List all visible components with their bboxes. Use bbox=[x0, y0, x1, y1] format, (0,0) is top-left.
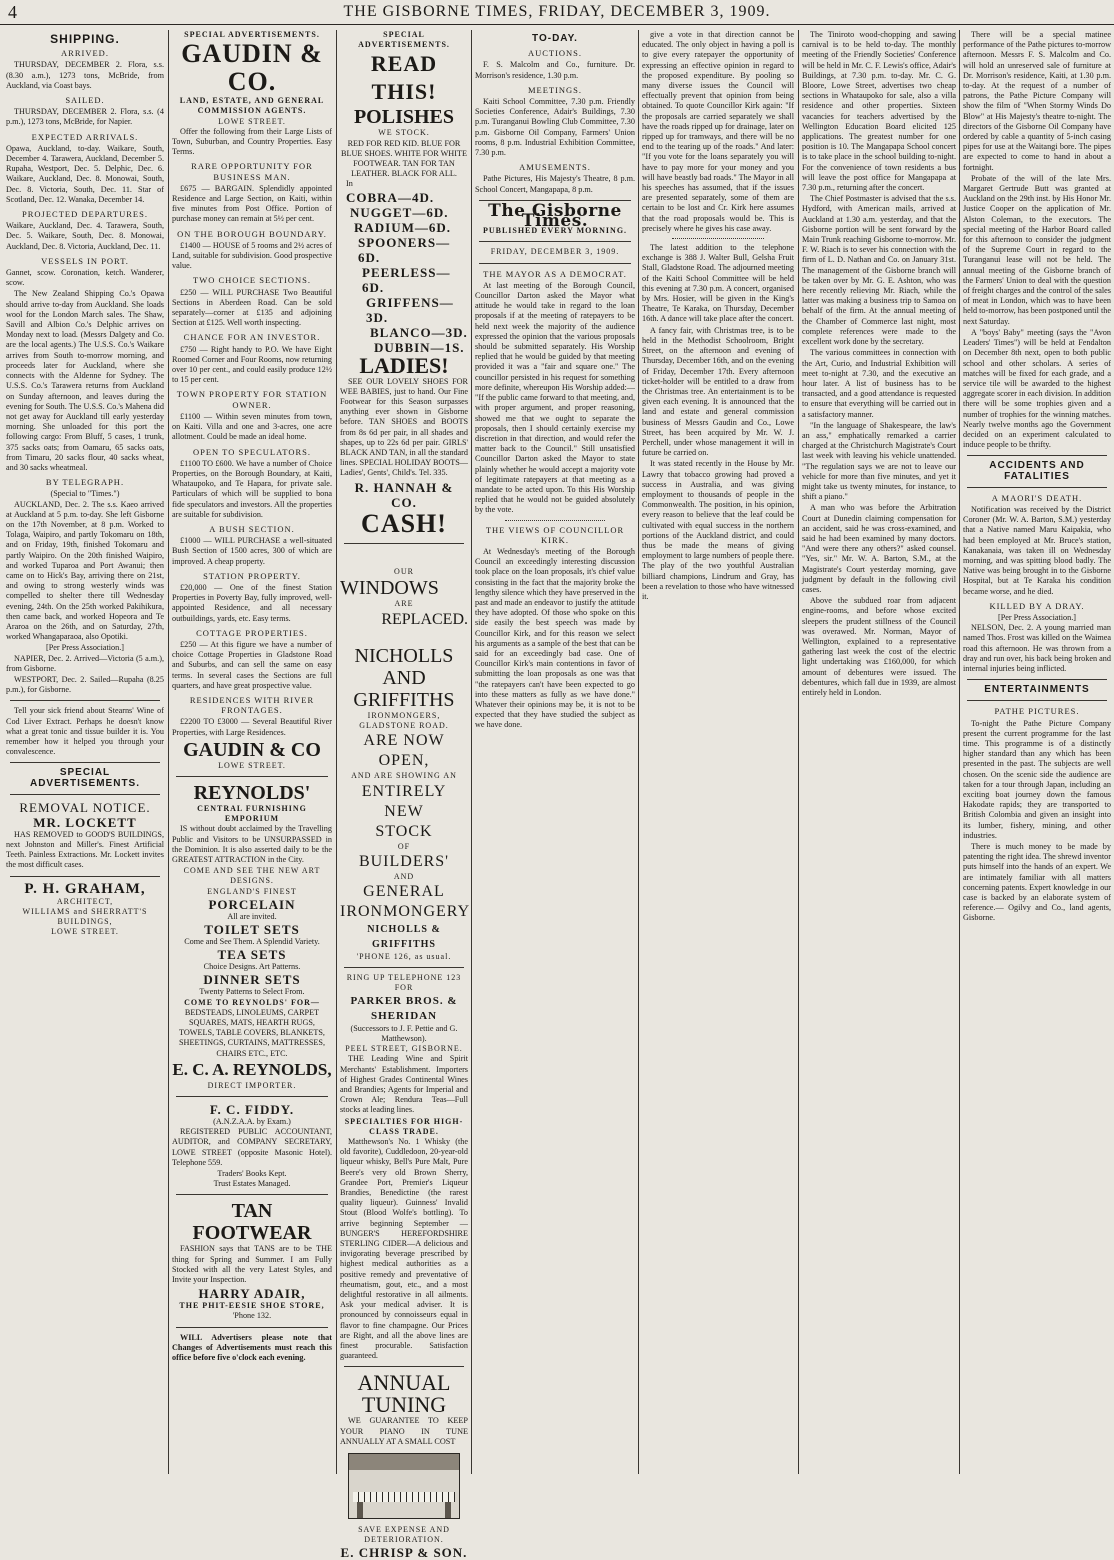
we-stock: WE STOCK. bbox=[378, 128, 430, 138]
views-text: At Wednesday's meeting of the Borough Council an exceedingly interesting discussion took place on the loan proposals, it's chief value consisting in the fact that the majority broke the lengthy silence which they have preserved in the past and made an endeavor to justify the attitude they have adopted. Of those who spoke on this side easily the best speech was made by Councillor Kirk, and for this reason we select his arguments as a sample of the best that can be said for an exceedingly bad case. One of Councillor Kirk's main contentions in favor of submitting the loan proposals as one was that "the ratepayers can't have been expected to go into these matters as fully as we have done." Whatever their opinions may be, it is not to be expected that they have studied the subject as we have done. bbox=[475, 546, 635, 730]
divider bbox=[344, 543, 464, 544]
amusements-heading: AMUSEMENTS. bbox=[519, 162, 591, 173]
press-association: [Per Press Association.] bbox=[45, 643, 124, 653]
gaudin-footer-street: LOWE STREET. bbox=[218, 760, 286, 770]
of-label: OF bbox=[397, 841, 411, 851]
today-heading: TO-DAY. bbox=[532, 33, 578, 44]
polish-cobra: COBRA—4D. bbox=[346, 189, 435, 205]
polish-dubbin: DUBBIN—1S. bbox=[374, 339, 465, 355]
masthead-title: THE GISBORNE TIMES, FRIDAY, DECEMBER 3, 1909. bbox=[343, 3, 771, 20]
article-text: The Chief Postmaster is advised that the s.s. Hydford, with American mails, arrived at Auckland at 1.30 a.m. yesterday, and that the Gisborne portion will be sent forward by the Main Trunk reaching Gisborne to-morrow. Mr. F. W. Riach is to sever his connection with the firm of L. D. Nathan and Co. on January 31st. The management of the Gisborne branch will be taken over by Mr. G. E. Ashton, who was here recently relieving Mr. Riach, while the latter was making a business trip to Samoa on behalf of the firm. At the annual meeting of the Chamber of Commerce last night, most complete references were made to the excellent work done by the secretary. bbox=[802, 194, 956, 347]
column-editorial bbox=[475, 30, 635, 1474]
article-text: A "boys' Baby" meeting (says the "Avon Leaders' Times") will be held at Fendalton on December 8th next, open to both public school and other scholars. A series of matches will be fixed for each grade, and a service tile will be awarded to the highest aggregate scorer in each division. In addition there will be some trophies given and a number of trophies for the winning matches. Nearly twelve months ago the Government decided on an experiment calculated to induce people to be thrifty. bbox=[963, 327, 1111, 450]
pathe-heading: PATHE PICTURES. bbox=[994, 706, 1080, 717]
divider bbox=[10, 876, 160, 877]
column-advertisements-1 bbox=[172, 30, 332, 1474]
polishes-title: POLISHES bbox=[353, 106, 455, 129]
polish-griffins: GRIFFENS—3D. bbox=[366, 294, 454, 325]
article-text: There will be a special matinee performance of the Pathe pictures to-morrow afternoon. Messrs F. S. Malcolm and Co. will hold an unreserved sale of furniture at Dr. Morrison's residence, Kaiti, at 1.30 p.m. to-day. At the request of a number of patrons, the Pathe Picture Company will show the film of "When Stormy Winds Do Blow" at His Majesty's theatre to-night. The directors of the Gisborne Oil Company have ordered by cable a quantity of 5-inch casing pipes for use at the Waitangi bore. The pipes are expected to come to hand in about a fortnight. bbox=[963, 30, 1111, 172]
porcelain-heading: PORCELAIN bbox=[208, 896, 296, 912]
reynolds-english: ENGLAND'S FINEST bbox=[207, 886, 297, 896]
reynolds-come: COME AND SEE THE NEW ART DESIGNS. bbox=[183, 866, 321, 886]
in-label: In bbox=[346, 179, 353, 189]
article-text: The Tiniroto wood-chopping and sawing carnival is to be held to-day. The monthly meeting of the Friendly Societies' Conference will be held in Mr. C. F. Lewis's office, Adair's Buildings, at 7.30 p.m. to-day. Mr. C. G. Bloore, Lowe Street, advertises two cheap sections in Whataupoko for sale, also a villa residence and other properties. Sixteen vacancies for teachers advertised by the Wellington Education Board elicited 125 applications. The greatest number for one position is 10. The Mangapapa School concert is to take place in the school building to-night. For the convenience of town residents a bus will leave the post office for Mangapapa at 7.30 p.m., returning after the concert. bbox=[802, 30, 956, 193]
auctions-text: F. S. Malcolm and Co., furniture. Dr. Morrison's residence, 1.30 p.m. bbox=[475, 60, 635, 80]
dray-sub: [Per Press Association.] bbox=[997, 612, 1076, 622]
napier-text: NAPIER, Dec. 2. Arrived—Victoria (5 a.m.), from Gisborne. bbox=[6, 653, 164, 673]
masthead bbox=[0, 0, 1114, 25]
furnishing-list: BEDSTEADS, LINOLEUMS, CARPET SQUARES, MATS, HEARTH RUGS, TOWELS, TABLE COVERS, BLANKETS, SHEETINGS, CURTAINS, MATTRESSES, CHAIRS ETC., ETC. bbox=[178, 1007, 325, 1058]
vessels-text: Gannet, scow. Coronation, ketch. Wanderer, scow. bbox=[6, 268, 164, 288]
parker-text: THE Leading Wine and Spirit Merchants' Establishment. Importers of Highest Grades Continental Wines and Brandies; Agents for Imperial and Crown Ale; Rendura Teas—Full stocks at leading lines. bbox=[340, 1054, 468, 1115]
toilet-heading: TOILET SETS bbox=[204, 922, 300, 938]
ironmongery-label: IRONMONGERY bbox=[340, 903, 471, 921]
expected-text: Opawa, Auckland, to-day. Waikare, South, December 4. Tarawera, Auckland, December 5. Rupaha, Westport, Dec. 5. Delphic, Dec. 6. Waikare, Auckland, Dec. 8. Monowai, South, Dec. 8. Victoria, South, Dec. 11. Star of Scotland, Dec. 12. Wanaka, December 14. bbox=[6, 143, 164, 204]
polish-radium: RADIUM—6D. bbox=[354, 219, 452, 235]
property-ad: £20,000 — One of the finest Station Properties in Poverty Bay, fully improved, well-appointed Residence, and all necessary outbuildings, yards, etc. Easy terms. bbox=[172, 582, 332, 623]
adair-phone: 'Phone 132. bbox=[232, 1311, 272, 1321]
dinner-sub: Twenty Patterns to Select From. bbox=[199, 987, 305, 997]
parker-sub: (Successors to J. F. Pettie and G. Matthewson). bbox=[350, 1023, 458, 1043]
views-heading: THE VIEWS OF COUNCILLOR KIRK. bbox=[485, 524, 625, 545]
are-now-open: ARE NOW OPEN, bbox=[363, 732, 445, 770]
graham-name: P. H. GRAHAM, bbox=[24, 880, 146, 897]
gladstone-road: GLADSTONE ROAD. bbox=[359, 721, 449, 731]
sailed-text: THURSDAY, DECEMBER 2. Flora, s.s. (4 p.m.), 1273 tons, McBride, for Napier. bbox=[6, 107, 164, 127]
builders-label: BUILDERS' bbox=[358, 852, 450, 870]
windows-label: WINDOWS bbox=[340, 576, 439, 599]
stock-label: STOCK bbox=[375, 822, 433, 840]
reynolds-name: E. C. A. REYNOLDS, bbox=[172, 1059, 332, 1079]
ladies-title: LADIES! bbox=[359, 352, 449, 378]
paper-title: The Gisborne Times. bbox=[488, 200, 622, 232]
reynolds-title: REYNOLDS' bbox=[193, 781, 311, 804]
mayor-text: At last meeting of the Borough Council, Councillor Darton asked the Mayor what attitude he would take in regard to the loan proposals if at the meeting of ratepayers to be held next week the majority of the audience expressed the opinion that the various proposals should be submitted separately. His Worship replied that he would be guided by that meeting provided it was a "fair and square one." The councillor persisted in his request for something more definite, whereupon His Worship added:— "If the public came forward to that meeting, and, with proper argument, and proper reasoning, showed me that we ought to separate the proposals, then I should certainly exercise my discretion in that direction, and would refer the matter back to the Council." Still unsatisfied Councillor Darton asked the Mayor to state plainly whether he would accept a majority vote of legitimate ratepayers at that meeting as a mandate to be acted upon. To this His Worship replied that he would not be guided absolutely by the vote. bbox=[475, 280, 635, 515]
gaudin-title: GAUDIN & CO. bbox=[181, 39, 323, 97]
telegraph-text: AUCKLAND, Dec. 2. The s.s. Kaeo arrived at Auckland at 5 p.m. to-day. She left Gisborne on the 17th November, at 8 p.m. Worked to Tolaga, Waipiro, and partly Tokomaru on 18th, and on Friday, 19th, finished Tokomaru and partly Waipiro. On the 20th finished Waipiro, and worked Tuparoa and Port Awanui; then came on to Hick's Bay, arriving there on 21st, and owing to strong westerly winds was compelled to shelter there till Wednesday evening, 24th. On the 25th worked Pakihikura, then came back, and worked Hopeora and Te Araroa on the 26th, and on Saturday, 27th, worked Whangaparaoa, also Opotiki. bbox=[6, 499, 164, 642]
tea-sub: Choice Designs. Art Patterns. bbox=[203, 962, 301, 972]
article-text: "In the language of Shakespeare, the law's an ass," emphatically remarked a carrier charged at the Christchurch Magistrate's Court last week with leaving his vehicle unattended. "The regulation says we are not to leave our vehicle for more than five minutes, and yet it might take us twenty minutes, for instance, to shift a piano." bbox=[802, 420, 956, 502]
property-ad: £250 — At this figure we have a number of choice Cottage Properties in Gladstone Road and Suburbs, and can sell the same on easy terms. In several cases the Sections are full quarters, and have great prospective value. bbox=[172, 639, 332, 690]
chance-heading: CHANCE FOR AN INVESTOR. bbox=[183, 332, 321, 343]
dray-text: NELSON, Dec. 2. A young married man named Thos. Frost was killed on the Waimea road this afternoon. He was thrown from a dray and run over, his back being broken and internal injuries being inflicted. bbox=[963, 623, 1111, 673]
ladies-text: SEE OUR LOVELY SHOES FOR WEE BABIES, just to hand. Our Fine Footwear for this Season surpasses anything ever shown in Gisborne before. TAN SHOES and BOOTS from 8s 6d per pair, in all shades and shapes, up to 22s 6d per pair. GIRLS' BLACK AND TAN, in all the standard lines. SPECIAL HOLIDAY BOOTS—Ladies', Gents', Child's. Tel. 335. bbox=[340, 376, 468, 478]
fiddy-trust: Trust Estates Managed. bbox=[213, 1179, 291, 1189]
graham-address: WILLIAMS and SHERRATT'S BUILDINGS, bbox=[22, 906, 148, 927]
our-label: OUR bbox=[394, 566, 414, 576]
ng-footer: NICHOLLS & GRIFFITHS bbox=[367, 924, 441, 951]
dray-heading: KILLED BY A DRAY. bbox=[989, 600, 1085, 611]
cottage-heading: COTTAGE PROPERTIES. bbox=[196, 627, 308, 638]
article-text: Above the subdued roar from adjacent engine-rooms, and before whose excited sleepers the prudent stillness of the Council was overawed. Mr. Norman, Mayor of Wellington, explained to a representative gathering last week the cost of the electric light undertaking was £160,000, for which amount of debentures were issued. The debentures, which fall due in 1939, are almost entirely held in London. bbox=[802, 596, 956, 697]
divider bbox=[967, 455, 1107, 456]
divider bbox=[479, 241, 631, 242]
ironmongers: IRONMONGERS, bbox=[367, 711, 441, 721]
stearns-ad: Tell your sick friend about Stearns' Wine of Cod Liver Extract. Perhaps he doesn't know what a great tonic and tissue builder it is. You remember how it helped you through your convalescence. bbox=[6, 706, 164, 757]
lockett-name: MR. LOCKETT bbox=[33, 814, 137, 830]
graham-title: ARCHITECT, bbox=[56, 896, 114, 906]
divider bbox=[176, 1096, 328, 1097]
borough-heading: ON THE BOROUGH BOUNDARY. bbox=[177, 228, 327, 239]
gaudin-subtitle: LAND, ESTATE, AND GENERAL COMMISSION AGENTS. bbox=[179, 96, 325, 116]
piano-keys bbox=[353, 1492, 455, 1502]
column-advertisements-2 bbox=[340, 30, 471, 1560]
telegraph-heading: BY TELEGRAPH. bbox=[45, 477, 125, 488]
article-text: It was stated recently in the House by Mr. Lawry that tobacco growing had proved a success in Australia, and was giving employment to thousands of people in the Commonwealth. The position, in his opinion, every reason to believe that the leaf could be cultivated with equal success in the northern portions of the Auckland district, and could thus be made the means of giving employment to large numbers of people there. The play of the two youthful Australian billiard champions, Lindrum and Gray, has been a revelation to those who have witnessed it. bbox=[642, 459, 794, 601]
property-ad: £1100 TO £600. We have a number of Choice Properties, on the Borough Boundary, at Kaiti, Whataupoko, and Te Hapara, for private sale. Particulars of which will be supplied to bona fide speculators and investors. All the properties are suitable for subdivision. bbox=[172, 458, 332, 519]
gaudin-street: LOWE STREET. bbox=[218, 116, 286, 126]
gaudin-footer: GAUDIN & CO bbox=[183, 738, 321, 761]
published-line: PUBLISHED EVERY MORNING. bbox=[482, 226, 628, 236]
replaced-label: REPLACED. bbox=[381, 611, 468, 629]
nicholls-title: NICHOLLS AND GRIFFITHS bbox=[353, 645, 455, 712]
speculators-heading: OPEN TO SPECULATORS. bbox=[192, 446, 311, 457]
removal-heading: REMOVAL NOTICE. bbox=[19, 799, 151, 815]
and-label: AND bbox=[393, 871, 415, 881]
divider bbox=[505, 520, 605, 521]
property-ad: £1400 — HOUSE of 5 rooms and 2½ acres of Land, suitable for subdivision. Good prospective value. bbox=[172, 240, 332, 271]
property-ad: £1000 — WILL PURCHASE a well-situated Bush Section of 1500 acres, 300 of which are improved. A cheap property. bbox=[172, 536, 332, 566]
property-ad: £250 — WILL PURCHASE Two Beautiful Sections in Aberdeen Road. Can be sold separately—corner at £135 and adjoining Section at £125. Well worth inspecting. bbox=[172, 287, 332, 328]
article-text: The latest addition to the telephone exchange is 388 J. Walter Bull, Gelsha Fruit Stall, Gladstone Road. The adjourned meeting of the Kaiti School Committee will be held this evening at 7.30 p.m. A concert, organised by Mrs. Hosier, will be given in the King's Theatre, Te Karaka, on Thursday, December 16th. A dance will take place after the concert. bbox=[642, 243, 794, 324]
tan-footwear-title: TAN FOOTWEAR bbox=[192, 1200, 312, 1245]
divider bbox=[10, 794, 160, 795]
shipping-news: The New Zealand Shipping Co.'s Opawa should arrive to-day from Auckland. She loads wool for the London March sales. The Shaw, Savill and Albion Co.'s Delphic arrives on Monday next to load. (Messrs Dalgety and Co. are the local agents.) The U.S.S. Co.'s Waikare arrives from South to-morrow morning, and proceeds later for Auckland, where she connects with the Aldenne for Sydney. The U.S.S. Co.'s Tarawera returns from Auckland on Sunday afternoon, and leaves during the evening for South. The U.S.S. Co.'s Mahena did not get away for Auckland till early yesterday morning. She unloaded for this port the following cargo: From Bluff, 5 cases, 1 trunk, 375 sacks oats; from Oamaru, 65 sacks oats, from Timaru, 20 sacks flour, 40 sacks wheat, and 30 sacks wheatmeal. bbox=[6, 289, 164, 472]
station-heading: STATION PROPERTY. bbox=[203, 570, 301, 581]
special-ads-heading: SPECIAL ADVERTISEMENTS. bbox=[184, 30, 320, 39]
two-choice-heading: TWO CHOICE SECTIONS. bbox=[193, 275, 311, 286]
tan-footwear-text: FASHION says that TANS are to be THE thing for Spring and Summer. I am Fully Stocked with all the very Latest Styles, and Invite your Inspection. bbox=[172, 1244, 332, 1285]
column-rule bbox=[471, 30, 472, 1474]
fiddy-name: F. C. FIDDY. bbox=[209, 1102, 295, 1118]
tea-heading: TEA SETS bbox=[217, 947, 287, 963]
reynolds-text: IS without doubt acclaimed by the Travelling Public and Visitors to be UNSURPASSED in the Dominion. It is also asserted daily to be the GREATEST ATTRACTION in the City. bbox=[172, 824, 332, 864]
mayor-heading: THE MAYOR AS A DEMOCRAT. bbox=[483, 268, 627, 279]
column-local-news-3 bbox=[963, 30, 1111, 1474]
lockett-text: HAS REMOVED to GOOD'S BUILDINGS, next Johnston and Miller's. Finest Artificial Teeth. Painless Extractions. Mr. Lockett invites the most difficult cases. bbox=[6, 829, 164, 870]
parker-title: PARKER BROS. & SHERIDAN bbox=[350, 994, 458, 1022]
column-rule bbox=[798, 30, 799, 1474]
special-ads-heading: SPECIAL ADVERTISEMENTS. bbox=[358, 30, 450, 50]
column-shipping bbox=[6, 30, 164, 1474]
tuning-text: WE GUARANTEE TO KEEP YOUR PIANO IN TUNE ANNUALLY AT A SMALL COST bbox=[340, 1416, 468, 1446]
accidents-heading: ACCIDENTS AND FATALITIES bbox=[989, 460, 1085, 482]
divider bbox=[344, 1366, 464, 1367]
save-expense: SAVE EXPENSE AND DETERIORATION. bbox=[358, 1525, 450, 1545]
maori-heading: A MAORI'S DEATH. bbox=[991, 492, 1083, 503]
auctions-heading: AUCTIONS. bbox=[527, 48, 583, 59]
divider bbox=[967, 487, 1107, 488]
article-text: give a vote in that direction cannot be educated. The only object in having a poll is to give every ratepayer the opportunity of expressing an effective opinion in regard to the proposed expenditure. By pooling so many diverse issues the Council will effectually prevent that opinion from being obtained. To quote Councillor Kirk again: "If the proposals are carried separately we shall have the roads ripped up for drainage, later on ripped up for tramways, and there will be no end to the tearing up of the roads." And later: "If you vote for the loans separately you will have to pay more for your money and you will have beastly bad roads." The Mayor in all his speeches has assumed, that if the issues are presented separately, some of them are certain to be lost and Cr. Kirk here assumes that the road proposals would be. This is precisely where he gives his case away. bbox=[642, 30, 794, 233]
divider bbox=[967, 679, 1107, 680]
adair-subtitle: THE PHIT-EESIE SHOE STORE, bbox=[179, 1301, 325, 1311]
showing: AND ARE SHOWING AN bbox=[351, 771, 457, 781]
article-text: A fancy fair, with Christmas tree, is to be held in the Methodist Schoolroom, Bright Street, on the afternoon and evening of Thursday, December 16th, and on the evening of Friday, December 17th. Every afternoon ticket-holder will be entitled to a draw from the Christmas tree. An entertainment is to be given each evening. It is announced that the land and estate and general commission business of Messrs Gaudin and Co., Lowe Street, has been acquired by Mr. W. J. Perchell, under whose management it will in future be carried on. bbox=[642, 325, 794, 458]
adair-name: HARRY ADAIR, bbox=[198, 1286, 306, 1302]
divider bbox=[10, 762, 160, 763]
divider bbox=[176, 1194, 328, 1195]
ng-phone: 'PHONE 126, as usual. bbox=[356, 952, 452, 962]
special-ads-heading: SPECIAL ADVERTISEMENTS. bbox=[29, 767, 140, 789]
reynolds-importer: DIRECT IMPORTER. bbox=[207, 1080, 297, 1090]
chrisp-name: E. CHRISP & SON. bbox=[340, 1545, 468, 1560]
column-rule bbox=[959, 30, 960, 1474]
fiddy-books: Traders' Books Kept. bbox=[217, 1169, 287, 1179]
cash-title: CASH! bbox=[361, 508, 447, 538]
polish-blanco: BLANCO—3D. bbox=[370, 324, 468, 340]
shipping-heading: SHIPPING. bbox=[50, 32, 120, 46]
specialties-text: Matthewson's No. 1 Whisky (the old favorite), Cuddledoon, 20-year-old liqueur whisky, Bell's Pure Malt, Pure Beere's very old Brown Sherry, Grandee Port, Premier's Liqueur Brandies, Benedictine (the rarest quality liqueur). Guinness' Invalid Stout (Blood Wolfe's bottling). To arrive beginning September — BUNGER'S HEREFORDSHIRE STERLING CIDER—A delicious and invigorating beverage prescribed by highest medical authorities as a positive remedy and preventative of rheumatism, gout, etc., and a most delightful restorative in all ailments. Ask your medical adviser. It is pronounced by connoisseurs equal in flavor to fine champagne. Our Prices are Right, and all the above lines are finest procurable. Satisfaction guaranteed. bbox=[340, 1136, 468, 1361]
divider bbox=[176, 1327, 328, 1328]
column-rule bbox=[168, 30, 169, 1474]
dateline: FRIDAY, DECEMBER 3, 1909. bbox=[490, 247, 620, 257]
polish-peerless: PEERLESS—6D. bbox=[362, 264, 451, 295]
piano-illustration bbox=[348, 1453, 460, 1519]
read-this: READ THIS! bbox=[370, 51, 438, 105]
fiddy-text: REGISTERED PUBLIC ACCOUNTANT, AUDITOR, and COMPANY SECRETARY, LOWE STREET (opposite Masonic Hotel). Telephone 559. bbox=[172, 1127, 332, 1167]
peel-street: PEEL STREET, GISBORNE. bbox=[345, 1044, 463, 1054]
tuning-title: TUNING bbox=[361, 1392, 447, 1418]
article-text: There is much money to be made by patenting the right idea. The shrewd inventor puts himself into the hands of an expert. We are intimately familiar with all matters concerning patents. Expert knowledge in our case is backed by an elaborate system of reference.— Ogilvy and Co., land agents, Gisborne. bbox=[963, 842, 1111, 923]
general-label: GENERAL bbox=[363, 883, 445, 901]
projected-text: Waikare, Auckland, Dec. 4. Tarawera, South, Dec. 5. Waikare, South, Dec. 8. Monowai, Auckland, Dec. 8. Victoria, Auckland, Dec. 11. bbox=[6, 221, 164, 251]
stock-list: RED FOR RED KID. BLUE FOR BLUE SHOES. WHITE FOR WHITE FOOTWEAR. TAN FOR TAN LEATHER. BLACK FOR ALL. bbox=[341, 138, 467, 179]
polish-spooners: SPOONERS—6D. bbox=[358, 234, 451, 265]
river-heading: RESIDENCES WITH RIVER FRONTAGES. bbox=[189, 694, 315, 716]
divider bbox=[479, 263, 631, 264]
reynolds-subtitle: CENTRAL FURNISHING EMPORIUM bbox=[197, 803, 307, 824]
property-ad: £2200 TO £3000 — Several Beautiful River Properties, with Large Residences. bbox=[172, 717, 332, 737]
dinner-heading: DINNER SETS bbox=[203, 972, 301, 988]
graham-street: LOWE STREET. bbox=[51, 927, 119, 937]
divider bbox=[672, 238, 764, 239]
annual-title: ANNUAL bbox=[357, 1370, 451, 1396]
entertainments-heading: ENTERTAINMENTS bbox=[984, 684, 1090, 696]
gaudin-offer: Offer the following from their Large Lists of Town, Suburban, and Country Properties. Easy Terms. bbox=[172, 126, 332, 157]
property-ad: £675 — BARGAIN. Splendidly appointed Residence and Large Section, on Kaiti, within five minutes from Post Office. Portion of purchase money can remain at 5½ per cent. bbox=[172, 183, 332, 224]
arrived-text: THURSDAY, DECEMBER 2. Flora, s.s. (8.30 a.m.), 1273 tons, McBride, from Auckland, via Coast bays. bbox=[6, 60, 164, 90]
property-ad: £750 — Right handy to P.O. We have Eight Roomed Corner and Four Rooms, now returning over 10 per cent., and could easily produce 12½ to 15 per cent. bbox=[172, 344, 332, 385]
page-number: 4 bbox=[8, 2, 17, 22]
westport-text: WESTPORT, Dec. 2. Sailed—Rupaha (8.25 p.m.), for Gisborne. bbox=[6, 674, 164, 695]
article-text: A man who was before the Arbitration Court at Dunedin claiming compensation for an accident, said he was cross-examined, and said he had been examined by many doctors. "And were there any others?" asked counsel. "Yes, sir." Mr. W. A. Barton, S.M., at the Magistrate's Court yesterday morning, gave judgment by default in the following civil cases. bbox=[802, 503, 956, 594]
entirely-new: ENTIRELY NEW bbox=[361, 782, 447, 820]
article-text: Probate of the will of the late Mrs. Margaret Gertrude Butt was granted at Auckland on the 29th inst. by His Honor Mr. Justice Cooper on the application of Mr. Alston Coleman, to the executors. The special meeting of the Harbor Board called for this afternoon to consider the judgment of the Supreme Court in regard to the Turanganui lease will not be held. The annual meeting of the Gisborne branch of the Farmers' Union to deal with the question of freight charges and the control of the sales of meat in London, which was to have been held to-morrow, has been postponed until the next Saturday. bbox=[963, 173, 1111, 326]
column-rule bbox=[336, 30, 337, 1474]
column-rule bbox=[638, 30, 639, 1474]
town-heading: TOWN PROPERTY FOR STATION OWNER. bbox=[176, 389, 328, 410]
column-local-news-1 bbox=[642, 30, 794, 1474]
come-to: COME TO REYNOLDS' FOR— bbox=[184, 997, 320, 1007]
telegraph-sub: (Special to "Times.") bbox=[50, 489, 120, 499]
property-ad: £1100 — Within seven minutes from town, on Kaiti. Villa and one and 3-acres, one acre allotment. Could be made an ideal home. bbox=[172, 411, 332, 442]
meetings-heading: MEETINGS. bbox=[527, 84, 583, 95]
column-local-news-2 bbox=[802, 30, 956, 1474]
meetings-text: Kaiti School Committee, 7.30 p.m. Friendly Societies Conference, Adair's Buildings, 7.30 p.m. Turanganui Bowling Club Committee, 7.30 p.m. Gisborne Oil Company, Farmers' Union rooms, 8 p.m. Industrial Exhibition Committee, 7.30 p.m. bbox=[475, 97, 635, 158]
divider bbox=[10, 700, 160, 701]
toilet-sub: Come and See Them. A Splendid Variety. bbox=[184, 937, 320, 947]
projected-heading: PROJECTED DEPARTURES. bbox=[22, 209, 148, 220]
maori-text: Notification was received by the District Coroner (Mr. W. A. Barton, S.M.) yesterday that a Native named Maru Kaipakia, who had been employed at Mr. Bruce's station, Kanakanaia, was taken ill on Wednesday morning, and was spitting blood badly. The Native was being brought in to the Gisborne Hospital, but at Te Karaka his condition became worse, and he died. bbox=[963, 504, 1111, 596]
advertisers-notice: WILL Advertisers please note that Changes of Advertisements must reach this office before five o'clock each evening. bbox=[172, 1332, 332, 1363]
divider bbox=[967, 700, 1107, 701]
porcelain-sub: All are invited. bbox=[227, 911, 277, 921]
are-label: ARE bbox=[394, 598, 414, 608]
fiddy-qualifications: (A.N.Z.A.A. by Exam.) bbox=[213, 1117, 291, 1127]
pathe-text: To-night the Pathe Picture Company present the current programme for the last time. This programme is of a distinctly higher standard than any which has been presented in the past. The subjects are well chosen. On the scenic side the audience are taken for a tour through Japan, including an exciting boat journey down the famous Hakodate rapids; they are transported to British Colombia and given an insight into its lumber, fishery, mining, and other industries. bbox=[963, 718, 1111, 840]
expected-heading: EXPECTED ARRIVALS. bbox=[31, 131, 139, 142]
polish-nugget: NUGGET—6D. bbox=[350, 204, 449, 220]
sailed-heading: SAILED. bbox=[65, 95, 105, 106]
bush-heading: A BUSH SECTION. bbox=[209, 523, 295, 534]
ring-up: RING UP TELEPHONE 123 FOR bbox=[346, 973, 462, 993]
hannah-name: R. HANNAH & CO. bbox=[354, 479, 454, 510]
article-text: The various committees in connection with the Art, Curio, and Industrial Exhibition will meet to-night at 7.30, and the executive an hour later. A list of business has to be transacted, and a good attendance is requested to ensure that everything will be carried out in a satisfactory manner. bbox=[802, 348, 956, 419]
divider bbox=[176, 776, 328, 777]
vessels-heading: VESSELS IN PORT. bbox=[41, 255, 129, 266]
rare-heading: RARE OPPORTUNITY FOR BUSINESS MAN. bbox=[191, 161, 313, 182]
amusements-text: Pathe Pictures, His Majesty's Theatre, 8 p.m. School Concert, Mangapapa, 8 p.m. bbox=[475, 174, 635, 194]
divider bbox=[344, 967, 464, 968]
arrived-heading: ARRIVED. bbox=[61, 48, 109, 59]
specialties-heading: SPECIALTIES FOR HIGH-CLASS TRADE. bbox=[344, 1116, 464, 1136]
